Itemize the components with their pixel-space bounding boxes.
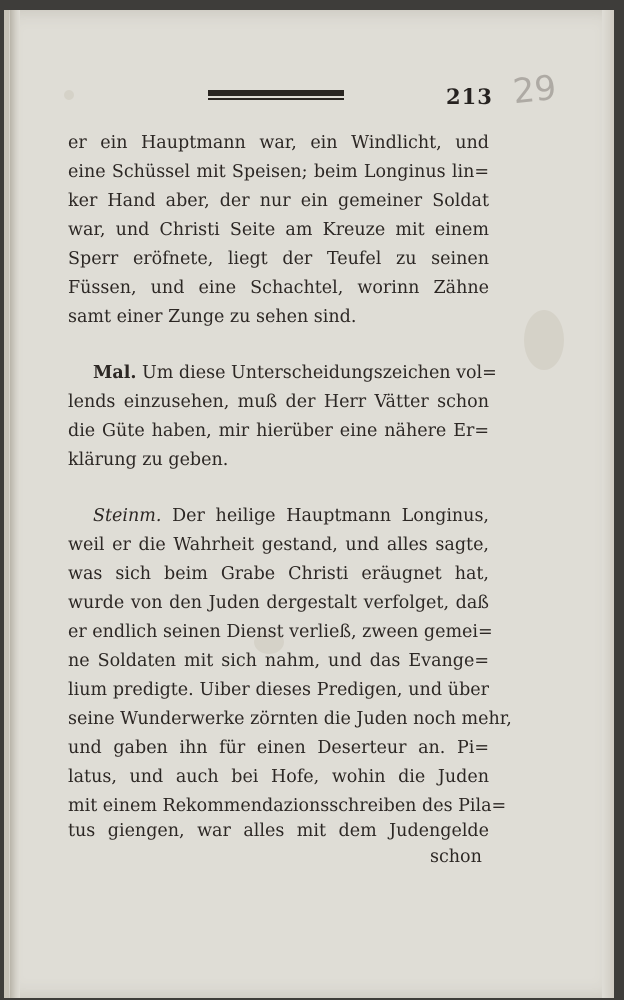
previous-leaf-edge <box>4 10 9 998</box>
speaker-label: Steinm. <box>93 506 162 526</box>
paper-stain <box>524 310 564 370</box>
catchword: schon <box>430 847 482 867</box>
binding-edge <box>10 10 20 998</box>
text-line: tus giengen, war alles mit dem Judengelde <box>68 821 489 841</box>
header-double-rule <box>208 90 344 101</box>
dialogue-line <box>93 505 489 527</box>
text-line: latus, und auch bei Hofe, wohin die Juden <box>68 767 489 787</box>
header-rule-thin <box>208 98 344 100</box>
text-line: weil er die Wahrheit gestand, und alles sagte, <box>68 535 489 555</box>
text-line: die Güte haben, mir hierüber eine nähere Er= <box>68 421 489 441</box>
text-line: klärung zu geben. <box>68 450 229 470</box>
text-line: er ein Hauptmann war, ein Windlicht, und <box>68 133 489 153</box>
speaker-label: Mal. <box>93 363 137 383</box>
header-rule-thick <box>208 90 344 96</box>
text-line: war, und Christi Seite am Kreuze mit einem <box>68 220 489 240</box>
page-number: 213 <box>446 84 493 109</box>
dialogue-line <box>93 362 497 384</box>
text-line: lends einzusehen, muß der Herr Vätter schon <box>68 392 489 412</box>
text-line: Um diese Unterscheidungszeichen vol= <box>142 363 497 383</box>
text-line: und gaben ihn für einen Deserteur an. Pi= <box>68 738 489 758</box>
text-line: ker Hand aber, der nur ein gemeiner Soldat <box>68 191 489 211</box>
text-line: mit einem Rekommendazionsschreiben des Pila= <box>68 796 507 816</box>
text-line: samt einer Zunge zu sehen sind. <box>68 307 357 327</box>
text-line: Sperr eröfnete, liegt der Teufel zu seinen <box>68 249 489 269</box>
text-line: er endlich seinen Dienst verließ, zween gemei= <box>68 622 493 642</box>
text-line: was sich beim Grabe Christi eräugnet hat, <box>68 564 489 584</box>
pencil-annotation: 29 <box>511 67 559 113</box>
page-right-edge <box>602 10 614 998</box>
text-line: Füssen, und eine Schachtel, worinn Zähne <box>68 278 489 298</box>
text-line: lium predigte. Uiber dieses Predigen, und über <box>68 680 489 700</box>
book-page <box>4 10 614 998</box>
text-line: seine Wunderwerke zörnten die Juden noch mehr, <box>68 709 512 729</box>
text-line: ne Soldaten mit sich nahm, und das Evange= <box>68 651 489 671</box>
paper-stain <box>64 90 74 100</box>
text-line: wurde von den Juden dergestalt verfolget, daß <box>68 593 489 613</box>
text-line: Der heilige Hauptmann Longinus, <box>172 506 489 526</box>
text-line: eine Schüssel mit Speisen; beim Longinus lin= <box>68 162 489 182</box>
